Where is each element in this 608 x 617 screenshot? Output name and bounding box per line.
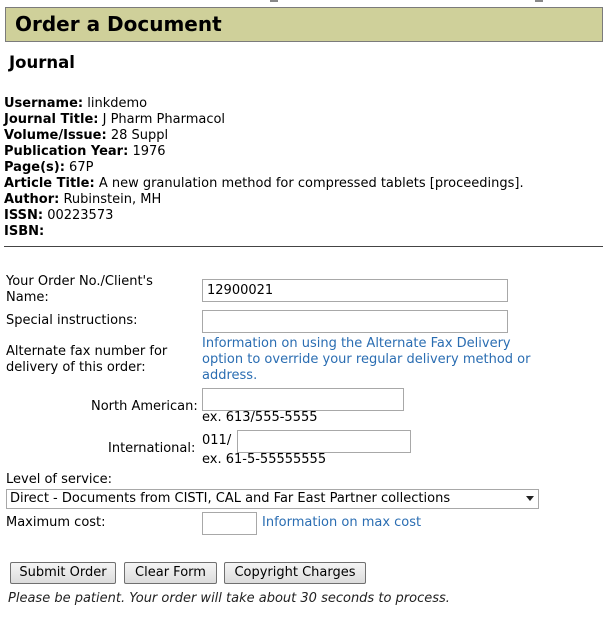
copyright-charges-button[interactable]: Copyright Charges xyxy=(224,562,366,584)
alternate-fax-info-link[interactable]: Information on using the Alternate Fax Delivery option to override your regular delivery method or address. xyxy=(202,336,531,383)
citation-label: Page(s) xyxy=(4,160,60,175)
citation-label: ISBN xyxy=(4,224,39,239)
citation-value: 67P xyxy=(69,160,94,175)
top-edge xyxy=(0,0,608,4)
north-american-fax-input[interactable] xyxy=(202,388,404,411)
citation-value: A new granulation method for compressed tablets [proceedings]. xyxy=(98,176,524,191)
north-american-example: ex. 613/555-5555 xyxy=(202,410,318,425)
section-title: Journal xyxy=(9,53,75,72)
citation-row-isbn: ISBN: xyxy=(4,224,45,239)
citation-value: 00223573 xyxy=(47,208,114,223)
citation-row-journal-title: Journal Title: J Pharm Pharmacol xyxy=(4,112,226,127)
citation-label: Username xyxy=(4,96,78,111)
north-american-label: North American: xyxy=(91,399,198,414)
alternate-fax-label: Alternate fax number for delivery of this order: xyxy=(6,344,168,375)
special-instructions-input[interactable] xyxy=(202,310,508,333)
order-number-input[interactable] xyxy=(202,279,508,302)
processing-note: Please be patient. Your order will take about 30 seconds to process. xyxy=(8,591,450,606)
dropdown-arrow-icon xyxy=(526,496,534,501)
maximum-cost-label: Maximum cost: xyxy=(6,515,106,530)
clear-form-button[interactable]: Clear Form xyxy=(124,562,217,584)
international-label: International: xyxy=(108,441,196,456)
citation-value: J Pharm Pharmacol xyxy=(102,112,226,127)
citation-value: Rubinstein, MH xyxy=(63,192,162,207)
citation-label: ISSN xyxy=(4,208,38,223)
citation-label: Journal Title xyxy=(4,112,94,127)
international-example: ex. 61-5-55555555 xyxy=(202,452,327,467)
citation-row-author: Author: Rubinstein, MH xyxy=(4,192,162,207)
citation-row-pages: Page(s): 67P xyxy=(4,160,94,175)
citation-value: linkdemo xyxy=(87,96,148,111)
international-fax-input[interactable] xyxy=(237,430,411,453)
special-instructions-label: Special instructions: xyxy=(6,313,138,328)
citation-label: Publication Year xyxy=(4,144,124,159)
level-of-service-label: Level of service: xyxy=(6,472,113,487)
level-of-service-selected: Direct - Documents from CISTI, CAL and Far East Partner collections xyxy=(10,491,451,506)
citation-row-issn: ISSN: 00223573 xyxy=(4,208,114,223)
citation-row-username: Username: linkdemo xyxy=(4,96,148,111)
citation-details xyxy=(4,96,604,240)
citation-row-volume-issue: Volume/Issue: 28 Suppl xyxy=(4,128,169,143)
page-title: Order a Document xyxy=(5,7,603,42)
level-of-service-select[interactable] xyxy=(6,489,539,509)
citation-value: 28 Suppl xyxy=(110,128,169,143)
maximum-cost-input[interactable] xyxy=(202,512,257,535)
citation-label: Article Title xyxy=(4,176,90,191)
citation-label: Author xyxy=(4,192,55,207)
citation-row-article-title: Article Title: A new granulation method for compressed tablets [proceedings]. xyxy=(4,176,524,191)
order-number-label: Your Order No./Client's Name: xyxy=(6,274,153,305)
citation-value: 1976 xyxy=(132,144,166,159)
max-cost-info-link[interactable]: Information on max cost xyxy=(262,515,422,530)
citation-row-publication-year: Publication Year: 1976 xyxy=(4,144,166,159)
citation-label: Volume/Issue xyxy=(4,128,102,143)
divider xyxy=(4,246,603,247)
submit-order-button[interactable]: Submit Order xyxy=(10,562,116,584)
international-prefix: 011/ xyxy=(202,433,232,448)
